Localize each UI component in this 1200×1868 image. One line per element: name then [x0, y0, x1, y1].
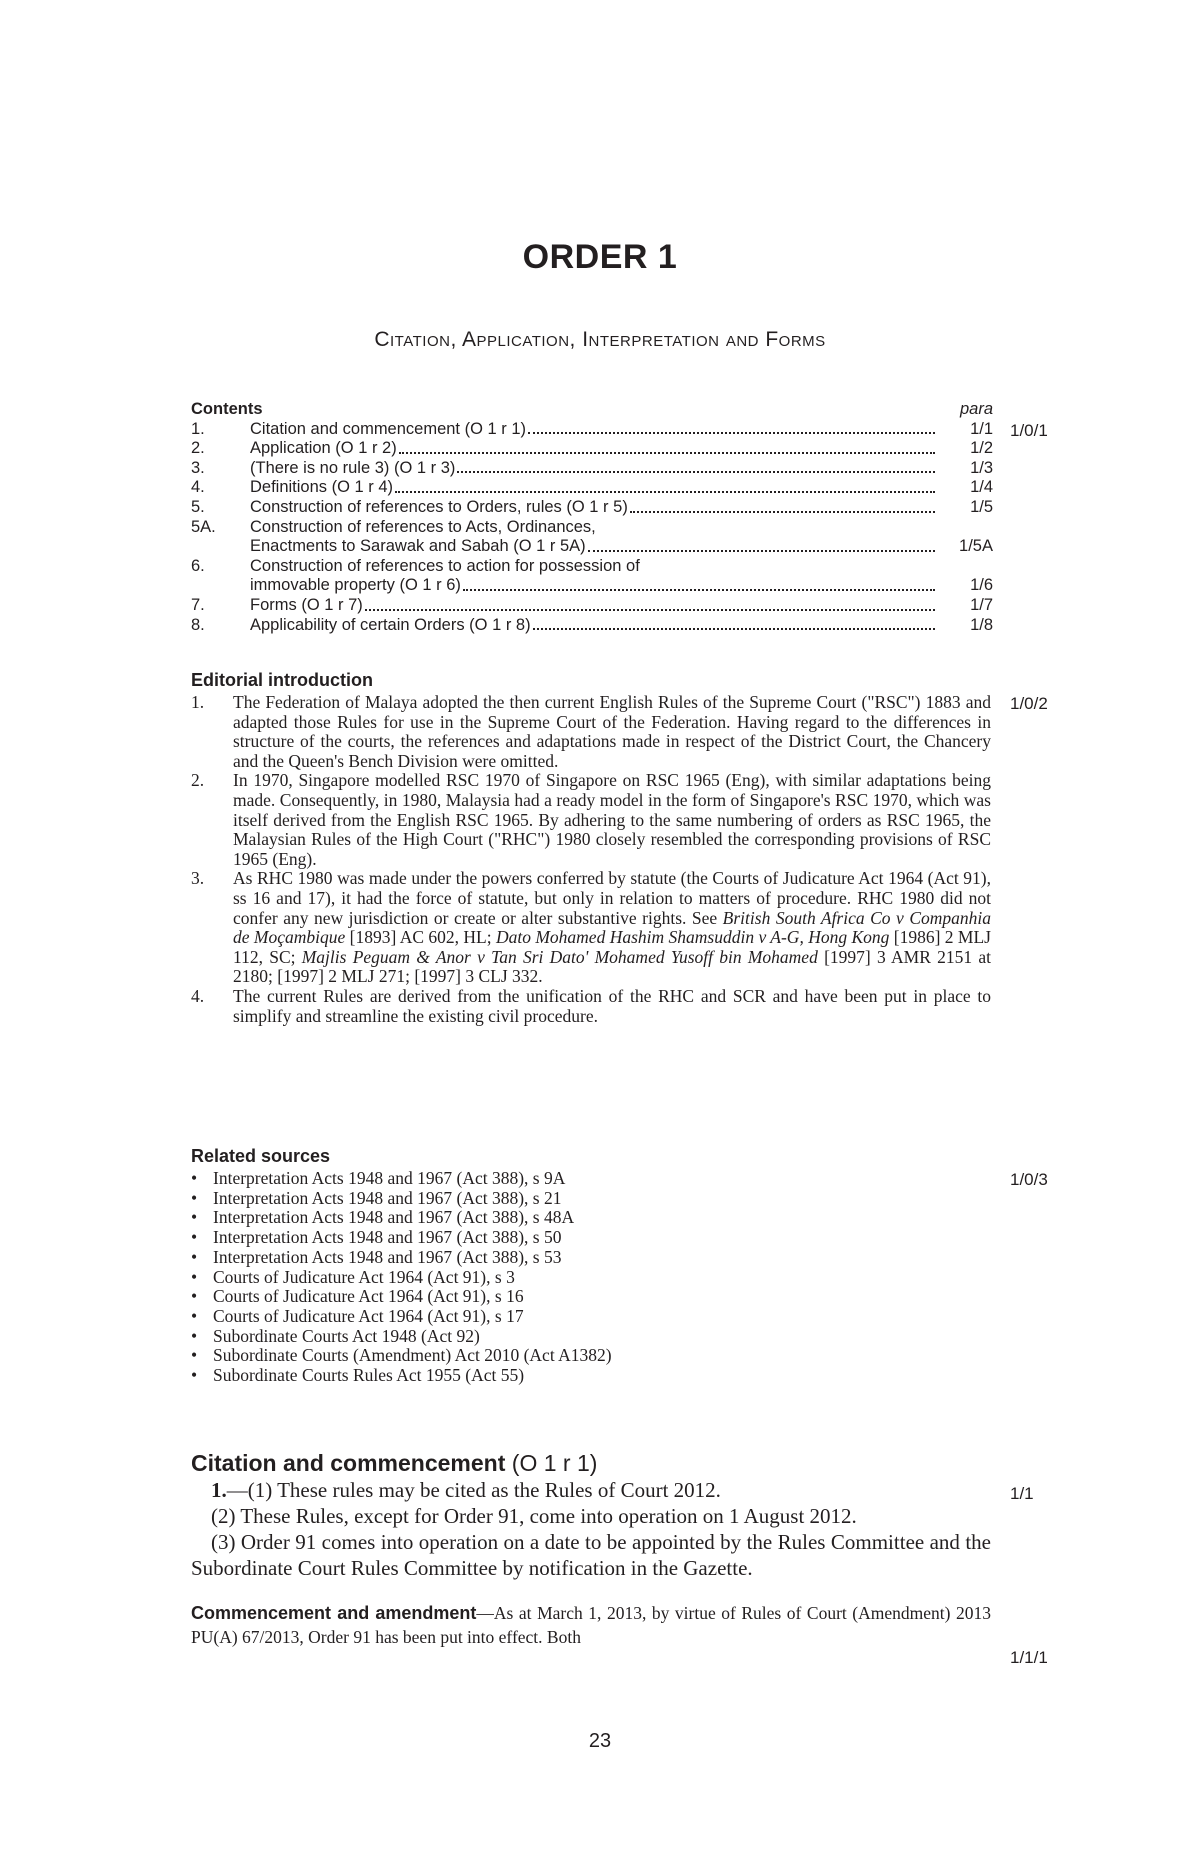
leader-dots — [395, 491, 935, 493]
rule-paragraph — [191, 1477, 991, 1503]
contents-item-line — [250, 420, 993, 440]
case-citation: Dato Mohamed Hashim Shamsuddin v A-G, Hong Kong — [495, 927, 890, 948]
related-sources-list — [191, 1169, 991, 1386]
contents-item-line — [250, 459, 993, 479]
contents-header — [191, 400, 993, 420]
bullet-icon: • — [191, 1365, 198, 1386]
bullet-icon: • — [191, 1187, 198, 1208]
related-source-item — [191, 1169, 991, 1189]
case-citation: British South Africa Co v Companhia de Moçambique — [233, 907, 992, 948]
contents-item-text — [250, 420, 993, 440]
contents-item-para: 1/4 — [970, 478, 993, 497]
contents-item-label: Construction of references to action for possession of — [250, 556, 640, 575]
contents-item-para: 1/5A — [959, 537, 993, 556]
contents-item — [191, 478, 993, 498]
contents-item-text — [250, 478, 993, 498]
commentary-text: —As at March 1, 2013, by virtue of Rules of Court (Amendment) 2013 PU(A) 67/2013, Order 91 has been put into effect. Both — [191, 1603, 992, 1647]
leader-dots — [399, 452, 935, 454]
related-source-text: Subordinate Courts Act 1948 (Act 92) — [213, 1325, 480, 1346]
bullet-icon: • — [191, 1345, 198, 1366]
related-source-text: Courts of Judicature Act 1964 (Act 91), s 17 — [213, 1305, 524, 1326]
side-ref-related: 1/0/3 — [1010, 1170, 1048, 1189]
contents-item-label: Enactments to Sarawak and Sabah (O 1 r 5A) — [250, 537, 586, 556]
side-ref-citation: 1/1 — [1010, 1484, 1034, 1503]
leader-dots — [463, 589, 935, 591]
rule-paragraph: (2) These Rules, except for Order 91, come into operation on 1 August 2012. — [211, 1504, 857, 1528]
rule-number: 1. — [211, 1478, 227, 1502]
contents-item-text — [250, 459, 993, 479]
contents-item-label: Definitions (O 1 r 4) — [250, 478, 394, 497]
editorial-item-text: In 1970, Singapore modelled RSC 1970 of Singapore on RSC 1965 (Eng), with similar adaptations being made. Consequently, in 1980, Malaysia had a ready model in the form of Singapore's RSC 1970, which was itself derived from the English RSC 1965. By adhering to the same numbering of orders as RSC 1965, the Malaysian Rules of the High Court ("RHC") 1980 closely resembled the corresponding provisions of RSC 1965 (Eng). — [233, 770, 991, 869]
contents-item-para: 1/2 — [970, 439, 993, 458]
citation-heading — [191, 1450, 991, 1477]
related-source-item — [191, 1366, 991, 1386]
editorial-item-number: 3. — [191, 868, 205, 889]
related-source-text: Interpretation Acts 1948 and 1967 (Act 388), s 48A — [213, 1207, 575, 1228]
contents-item — [191, 498, 993, 518]
contents-item-para: 1/5 — [970, 497, 993, 516]
related-sources-section — [191, 1146, 991, 1386]
rule-text: —(1) These rules may be cited as the Rules of Court 2012. — [226, 1478, 721, 1502]
contents-item-number: 3. — [191, 458, 205, 477]
bullet-icon: • — [191, 1286, 198, 1307]
contents-item-line — [250, 576, 993, 596]
contents-item-line — [250, 596, 993, 616]
bullet-icon: • — [191, 1266, 198, 1287]
contents-item-text — [250, 616, 993, 636]
text-run: [1893] AC 602, HL; — [345, 927, 496, 948]
related-source-item — [191, 1208, 991, 1228]
related-source-item — [191, 1228, 991, 1248]
related-source-item — [191, 1189, 991, 1209]
related-source-text: Subordinate Courts (Amendment) Act 2010 (Act A1382) — [213, 1345, 612, 1366]
contents-item-para: 1/3 — [970, 458, 993, 477]
editorial-item — [191, 771, 991, 869]
contents-item-line — [250, 537, 993, 557]
leader-dots — [588, 550, 935, 552]
text-run: As RHC 1980 was made under the powers conferred by statute (the Courts of Judicature Act 1964 (Act 91), ss 16 and 17), it had the force of statute, but only in relation to matters of procedure. RHC 1980 did not confer any new jurisdiction or create or alter substantive rights. See — [233, 868, 991, 928]
page-number: 23 — [588, 1730, 612, 1752]
leader-dots — [457, 471, 935, 473]
editorial-item — [191, 693, 991, 771]
editorial-item-text — [233, 869, 991, 987]
editorial-item — [191, 869, 991, 987]
contents-item-para: 1/6 — [970, 576, 993, 595]
bullet-icon: • — [191, 1227, 198, 1248]
editorial-heading: Editorial introduction — [191, 670, 373, 690]
contents-item-line — [250, 616, 993, 636]
bullet-icon: • — [191, 1207, 198, 1228]
contents-item-text — [250, 439, 993, 459]
related-source-item — [191, 1307, 991, 1327]
leader-dots — [365, 609, 935, 611]
editorial-item-number: 4. — [191, 985, 205, 1006]
contents-item — [191, 518, 993, 557]
text-run: [1986] 2 MLJ 112, SC; — [233, 927, 991, 967]
contents-item-number: 8. — [191, 615, 205, 634]
contents-item-line — [250, 478, 993, 498]
contents-item-number: 4. — [191, 478, 205, 497]
editorial-item — [191, 987, 991, 1026]
order-title: ORDER 1 — [522, 238, 678, 276]
contents-item-line — [250, 518, 993, 538]
contents-item-number: 1. — [191, 419, 205, 438]
related-sources-heading: Related sources — [191, 1146, 331, 1166]
contents-item-text — [250, 596, 993, 616]
rule-paragraph: (3) Order 91 comes into operation on a date to be appointed by the Rules Committee and the Subordinate Court Rules Committee by notification in the Gazette. — [191, 1530, 991, 1580]
contents-section — [191, 400, 991, 635]
bullet-icon: • — [191, 1305, 198, 1326]
text-run: [1997] 3 AMR 2151 at 2180; [1997] 2 MLJ 271; [1997] 3 CLJ 332. — [233, 946, 991, 987]
leader-dots — [533, 628, 935, 630]
citation-heading-title: Citation and commencement — [191, 1450, 506, 1476]
side-ref-commentary: 1/1/1 — [1010, 1648, 1048, 1667]
related-source-text: Interpretation Acts 1948 and 1967 (Act 388), s 9A — [213, 1168, 566, 1188]
contents-item-text — [250, 557, 993, 596]
contents-item-label: Application (O 1 r 2) — [250, 439, 397, 458]
contents-item-label: immovable property (O 1 r 6) — [250, 576, 461, 595]
bullet-icon: • — [191, 1168, 198, 1188]
case-citation: Majlis Peguam & Anor v Tan Sri Dato' Mohamed Yusoff bin Mohamed — [301, 946, 818, 967]
contents-item-line — [250, 498, 993, 518]
editorial-item-number: 1. — [191, 692, 205, 712]
contents-item-number: 5A. — [191, 517, 216, 536]
editorial-item-text: The current Rules are derived from the unification of the RHC and SCR and have been put in place to simplify and streamline the existing civil procedure. — [233, 985, 991, 1026]
bullet-icon: • — [191, 1246, 198, 1267]
contents-item-line — [250, 439, 993, 459]
contents-item — [191, 557, 993, 596]
contents-item-number: 7. — [191, 595, 205, 614]
related-source-item — [191, 1287, 991, 1307]
contents-item-para: 1/8 — [970, 615, 993, 634]
related-source-text: Interpretation Acts 1948 and 1967 (Act 388), s 21 — [213, 1187, 562, 1208]
contents-list — [191, 420, 991, 636]
contents-item-text — [250, 498, 993, 518]
contents-item — [191, 439, 993, 459]
contents-item — [191, 459, 993, 479]
contents-item-label: (There is no rule 3) (O 1 r 3) — [250, 458, 456, 477]
editorial-item-text: The Federation of Malaya adopted the then current English Rules of the Supreme Court ("RSC") 1883 and adapted those Rules for use in the Supreme Court of the Federation. Having regard to the differences in structure of the courts, the references and adaptations made in respect of the District Court, the Chancery and the Queen's Bench Division were omitted. — [233, 692, 991, 771]
contents-item-label: Applicability of certain Orders (O 1 r 8) — [250, 615, 531, 634]
related-source-text: Courts of Judicature Act 1964 (Act 91), s 3 — [213, 1266, 515, 1287]
related-source-text: Interpretation Acts 1948 and 1967 (Act 388), s 50 — [213, 1227, 562, 1248]
contents-item — [191, 420, 993, 440]
citation-body — [191, 1477, 991, 1581]
editorial-list — [191, 693, 991, 1026]
leader-dots — [630, 511, 935, 513]
contents-item-label: Construction of references to Orders, rules (O 1 r 5) — [250, 497, 628, 516]
contents-item — [191, 596, 993, 616]
contents-item-para: 1/1 — [970, 419, 993, 438]
related-source-item — [191, 1268, 991, 1288]
contents-item-line — [250, 557, 993, 577]
related-source-text: Courts of Judicature Act 1964 (Act 91), s 16 — [213, 1286, 524, 1307]
leader-dots — [528, 432, 935, 434]
related-source-text: Subordinate Courts Rules Act 1955 (Act 55) — [213, 1365, 525, 1386]
contents-item-number: 5. — [191, 497, 205, 516]
commentary-lead: Commencement and amendment — [191, 1603, 477, 1623]
side-ref-contents: 1/0/1 — [1010, 421, 1048, 440]
commentary-paragraph — [191, 1601, 991, 1649]
editorial-item-number: 2. — [191, 770, 205, 791]
contents-item-label: Citation and commencement (O 1 r 1) — [250, 419, 527, 438]
citation-heading-ref: (O 1 r 1) — [511, 1450, 598, 1476]
contents-item — [191, 616, 993, 636]
related-source-item — [191, 1248, 991, 1268]
contents-item-para: 1/7 — [970, 595, 993, 614]
citation-section — [191, 1450, 991, 1649]
order-subtitle: Citation, Application, Interpretation and Forms — [374, 328, 826, 351]
contents-item-label: Forms (O 1 r 7) — [250, 595, 363, 614]
contents-item-text — [250, 518, 993, 557]
contents-heading: Contents — [191, 400, 263, 418]
para-label: para — [959, 400, 993, 418]
contents-item-number: 2. — [191, 439, 205, 458]
related-source-text: Interpretation Acts 1948 and 1967 (Act 388), s 53 — [213, 1246, 562, 1267]
contents-item-number: 6. — [191, 556, 205, 575]
related-source-item — [191, 1346, 991, 1366]
editorial-section — [191, 670, 991, 1026]
bullet-icon: • — [191, 1325, 198, 1346]
side-ref-editorial: 1/0/2 — [1010, 694, 1048, 713]
related-source-item — [191, 1327, 991, 1347]
contents-item-label: Construction of references to Acts, Ordinances, — [250, 517, 596, 536]
